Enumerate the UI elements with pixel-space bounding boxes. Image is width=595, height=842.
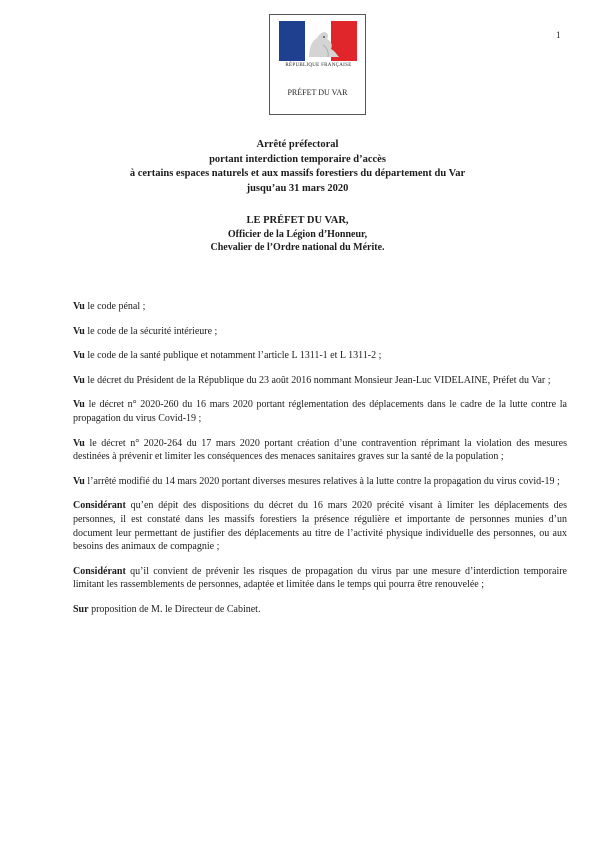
title-line: Arrêté préfectoral: [256, 139, 339, 150]
prefet-title: Officier de la Légion d’Honneur,: [227, 228, 368, 240]
title-line: à certains espaces naturels et aux massifs forestiers du département du Var: [129, 168, 466, 179]
recital-lead: Vu: [73, 350, 85, 362]
recital-text: le décret n° 2020-260 du 16 mars 2020 portant réglementation des déplacements dans le cadre de la lutte contre la propagation du virus Covid-19 ;: [73, 399, 567, 424]
recital-paragraph: [73, 565, 567, 592]
recital-text: l’arrêté modifié du 14 mars 2020 portant diverses mesures relatives à la lutte contre la propagation du virus covid-19 ;: [84, 475, 560, 487]
recital-text: le code de la sécurité intérieure ;: [84, 325, 218, 337]
recital-paragraph: [73, 475, 567, 489]
prefecture-header-block: [269, 14, 366, 115]
recital-lead: Vu: [73, 399, 85, 411]
recital-lead: Vu: [73, 301, 85, 312]
recital-paragraph: [73, 300, 567, 314]
page-number: 1: [556, 30, 561, 40]
recital-paragraph: [73, 349, 567, 363]
title-line: portant interdiction temporaire d’accès: [209, 153, 386, 165]
marianne-logo: [279, 21, 357, 61]
decree-recitals: [73, 300, 567, 628]
recital-paragraph: [73, 603, 567, 617]
prefet-name: LE PRÉFET DU VAR,: [246, 215, 349, 226]
recital-lead: Vu: [73, 475, 85, 487]
recital-text: le code de la santé publique et notamment l’article L 1311-1 et L 1311-2 ;: [84, 350, 382, 362]
recital-lead: Vu: [73, 437, 85, 449]
recital-lead: Sur: [73, 603, 89, 615]
prefet-identity: [60, 214, 535, 255]
recital-text: le décret n° 2020-264 du 17 mars 2020 portant création d’une contravention réprimant la violation des mesures destinées à prévenir et limiter les conséquences des menaces sanitaires graves sur la santé de la population ;: [73, 437, 567, 463]
recital-paragraph: [73, 398, 567, 425]
recital-lead: Considérant: [73, 565, 126, 577]
republique-francaise-caption: RÉPUBLIQUE FRANÇAISE: [285, 63, 352, 68]
recital-paragraph: [73, 374, 567, 388]
recital-text: qu’en dépit des dispositions du décret du 16 mars 2020 précité visant à limiter les déplacements des personnes, il est constaté dans les massifs forestiers la présence régulière et importante de personnes munies d’un document leur permettant de justifier des déplacements au titre de l’activité physique individuelle des personnes, ou aux besoins des animaux de compagnie ;: [73, 500, 567, 553]
title-line: jusqu’au 31 mars 2020: [246, 182, 349, 194]
recital-text: le décret du Président de la République du 23 août 2016 nommant Monsieur Jean-Luc VIDELAINE, Préfet du Var ;: [84, 374, 551, 386]
recital-lead: Vu: [73, 374, 85, 386]
recital-lead: Considérant: [73, 500, 126, 512]
recital-text: qu’il convient de prévenir les risques de propagation du virus par une mesure d’interdiction temporaire limitant les rassemblements de personnes, adaptée et limitée dans le temps qui pourra être renouvelée ;: [73, 565, 567, 591]
recital-text: proposition de M. le Directeur de Cabinet.: [88, 603, 261, 615]
prefet-title: Chevalier de l’Ordre national du Mérite.: [210, 242, 385, 253]
recital-paragraph: [73, 499, 567, 553]
recital-text: le code pénal ;: [84, 301, 146, 312]
recital-lead: Vu: [73, 325, 85, 337]
decree-title: [60, 138, 535, 196]
recital-paragraph: [73, 325, 567, 339]
prefet-du-var-label: PRÉFET DU VAR: [287, 88, 348, 97]
recital-paragraph: [73, 437, 567, 464]
